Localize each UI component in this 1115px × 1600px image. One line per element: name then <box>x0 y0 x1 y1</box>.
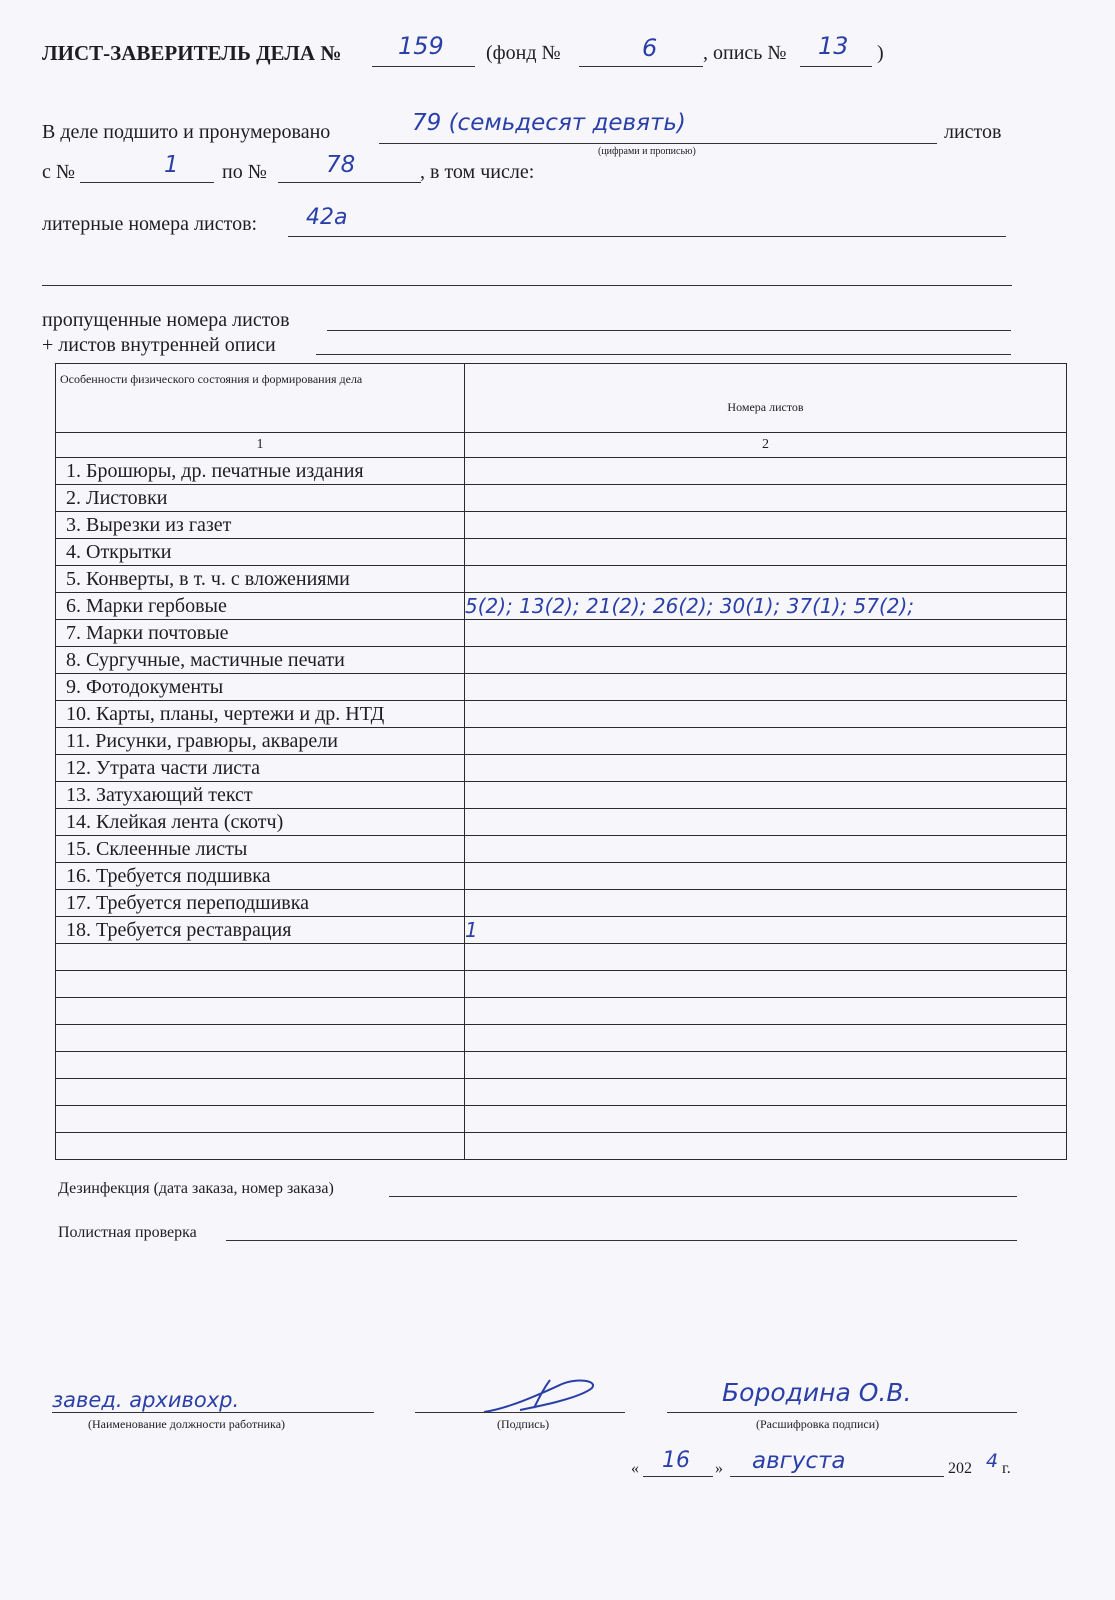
check-label: Полистная проверка <box>58 1224 197 1241</box>
sheets-label: В деле подшито и пронумеровано <box>42 121 331 143</box>
fond-number-line <box>579 66 703 67</box>
table-row <box>56 647 1067 674</box>
from-label: с № <box>42 161 75 183</box>
row-label-cell <box>56 566 465 593</box>
table-row <box>56 701 1067 728</box>
inner-inventory-line <box>316 354 1011 355</box>
to-label: по № <box>222 161 267 183</box>
month-line <box>730 1476 944 1477</box>
opis-number-line <box>800 66 872 67</box>
year-prefix: 202 <box>948 1460 972 1477</box>
row-label: 2. Листовки <box>66 486 168 509</box>
form-title: ЛИСТ-ЗАВЕРИТЕЛЬ ДЕЛА № <box>42 41 342 65</box>
letter-numbers-line <box>288 236 1006 237</box>
date-month: августа <box>752 1448 846 1474</box>
row-label: 3. Вырезки из газет <box>66 513 232 536</box>
position-line <box>52 1412 374 1413</box>
row-label: 4. Открытки <box>66 540 172 563</box>
table-row <box>56 593 1067 620</box>
date-day: 16 <box>662 1448 690 1473</box>
row-label-cell <box>56 809 465 836</box>
row-label-cell <box>56 512 465 539</box>
missing-numbers-line <box>327 330 1011 331</box>
row-label-cell <box>56 836 465 863</box>
opis-number: 13 <box>818 32 849 60</box>
row-value <box>465 674 1067 701</box>
row-label-cell <box>56 593 465 620</box>
table-row <box>56 539 1067 566</box>
row-label: 10. Карты, планы, чертежи и др. НТД <box>66 702 385 725</box>
row-value <box>465 728 1067 755</box>
empty-row-cell <box>465 1133 1067 1160</box>
col1-number: 1 <box>56 433 465 458</box>
row-value <box>465 890 1067 917</box>
row-label-cell <box>56 647 465 674</box>
table-row <box>56 458 1067 485</box>
row-value <box>465 566 1067 593</box>
day-line <box>643 1476 713 1477</box>
condition-table <box>55 363 1067 1160</box>
row-label-cell <box>56 755 465 782</box>
row-value <box>465 836 1067 863</box>
row-value <box>465 647 1067 674</box>
row-value: 5(2); 13(2); 21(2); 26(2); 30(1); 37(1); 57(2); <box>465 593 1067 620</box>
table-row <box>56 485 1067 512</box>
row-value <box>465 539 1067 566</box>
empty-row-cell <box>465 1079 1067 1106</box>
row-value <box>465 863 1067 890</box>
name-value: Бородина О.В. <box>722 1378 912 1407</box>
row-value <box>465 485 1067 512</box>
year-suffix: г. <box>1002 1460 1011 1477</box>
empty-row-cell <box>56 1133 465 1160</box>
row-label: 13. Затухающий текст <box>66 783 253 806</box>
row-label: 8. Сургучные, мастичные печати <box>66 648 345 671</box>
row-label: 14. Клейкая лента (скотч) <box>66 810 284 833</box>
delo-number-line <box>372 66 475 67</box>
check-line <box>226 1240 1017 1241</box>
table-row <box>56 512 1067 539</box>
row-label: 18. Требуется реставрация <box>66 918 292 941</box>
sheets-count-line <box>379 143 937 144</box>
table-row <box>56 836 1067 863</box>
empty-row-cell <box>56 1052 465 1079</box>
table-row <box>56 809 1067 836</box>
quote-close: » <box>715 1460 723 1477</box>
row-label-cell <box>56 539 465 566</box>
to-number: 78 <box>326 152 356 178</box>
empty-row-cell <box>56 1106 465 1133</box>
sheets-hint: (цифрами и прописью) <box>598 146 696 157</box>
position-value: завед. архивохр. <box>52 1388 240 1412</box>
signature-line <box>415 1412 625 1413</box>
including-label: , в том числе: <box>420 161 535 183</box>
signature-caption: (Подпись) <box>497 1417 550 1431</box>
empty-row-cell <box>56 1025 465 1052</box>
empty-row-cell <box>465 944 1067 971</box>
row-label-cell <box>56 485 465 512</box>
table-row <box>56 890 1067 917</box>
delo-number: 159 <box>398 32 444 60</box>
empty-row-cell <box>56 971 465 998</box>
row-label: 9. Фотодокументы <box>66 675 224 698</box>
row-label-cell <box>56 863 465 890</box>
empty-row-cell <box>465 1106 1067 1133</box>
empty-row-cell <box>465 1025 1067 1052</box>
sheets-unit: листов <box>944 121 1002 143</box>
disinfection-line <box>389 1196 1017 1197</box>
row-label-cell <box>56 458 465 485</box>
row-value <box>465 809 1067 836</box>
row-label: 15. Склеенные листы <box>66 837 248 860</box>
row-label: 17. Требуется переподшивка <box>66 891 310 914</box>
row-value <box>465 458 1067 485</box>
disinfection-label: Дезинфекция (дата заказа, номер заказа) <box>58 1180 334 1197</box>
table-row <box>56 674 1067 701</box>
fond-label: (фонд № <box>486 42 561 64</box>
row-label: 6. Марки гербовые <box>66 594 227 617</box>
row-value <box>465 512 1067 539</box>
from-number: 1 <box>164 152 179 178</box>
col2-header: Номера листов <box>465 364 1067 433</box>
row-value: 1 <box>465 917 1067 944</box>
table-row <box>56 620 1067 647</box>
row-label-cell <box>56 701 465 728</box>
empty-row-cell <box>56 1079 465 1106</box>
missing-numbers-label: пропущенные номера листов <box>42 309 290 331</box>
empty-row-cell <box>56 998 465 1025</box>
quote-open: « <box>631 1460 639 1477</box>
to-line <box>278 182 421 183</box>
empty-row-cell <box>465 1052 1067 1079</box>
name-caption: (Расшифровка подписи) <box>756 1417 880 1431</box>
empty-row-cell <box>56 944 465 971</box>
row-label-cell <box>56 728 465 755</box>
row-label-cell <box>56 782 465 809</box>
name-line <box>667 1412 1017 1413</box>
row-label: 11. Рисунки, гравюры, акварели <box>66 729 338 752</box>
close-paren: ) <box>877 42 884 64</box>
inner-inventory-label: + листов внутренней описи <box>42 334 276 356</box>
col2-number: 2 <box>465 433 1067 458</box>
fond-number: 6 <box>642 34 658 62</box>
letter-numbers-value: 42а <box>306 205 348 230</box>
row-label: 12. Утрата части листа <box>66 756 261 779</box>
table-row <box>56 728 1067 755</box>
letter-numbers-label: литерные номера листов: <box>42 213 258 235</box>
row-label: 1. Брошюры, др. печатные издания <box>66 459 364 482</box>
position-caption: (Наименование должности работника) <box>88 1417 286 1431</box>
opis-label: , опись № <box>703 42 787 64</box>
table-row <box>56 566 1067 593</box>
year-digit: 4 <box>986 1450 999 1472</box>
table-row <box>56 782 1067 809</box>
row-label-cell <box>56 890 465 917</box>
row-value <box>465 701 1067 728</box>
row-value <box>465 620 1067 647</box>
row-label-cell <box>56 620 465 647</box>
blank-line <box>42 285 1012 286</box>
table-row <box>56 755 1067 782</box>
row-label-cell <box>56 674 465 701</box>
table-row <box>56 863 1067 890</box>
row-label: 5. Конверты, в т. ч. с вложениями <box>66 567 350 590</box>
row-label: 7. Марки почтовые <box>66 621 229 644</box>
row-label: 16. Требуется подшивка <box>66 864 271 887</box>
empty-row-cell <box>465 971 1067 998</box>
empty-row-cell <box>465 998 1067 1025</box>
from-line <box>80 182 214 183</box>
row-value <box>465 755 1067 782</box>
row-label-cell <box>56 917 465 944</box>
table-row <box>56 917 1067 944</box>
row-value <box>465 782 1067 809</box>
col1-header: Особенности физического состояния и формирования дела <box>56 364 465 433</box>
sheets-count: 79 (семьдесят девять) <box>412 110 686 136</box>
